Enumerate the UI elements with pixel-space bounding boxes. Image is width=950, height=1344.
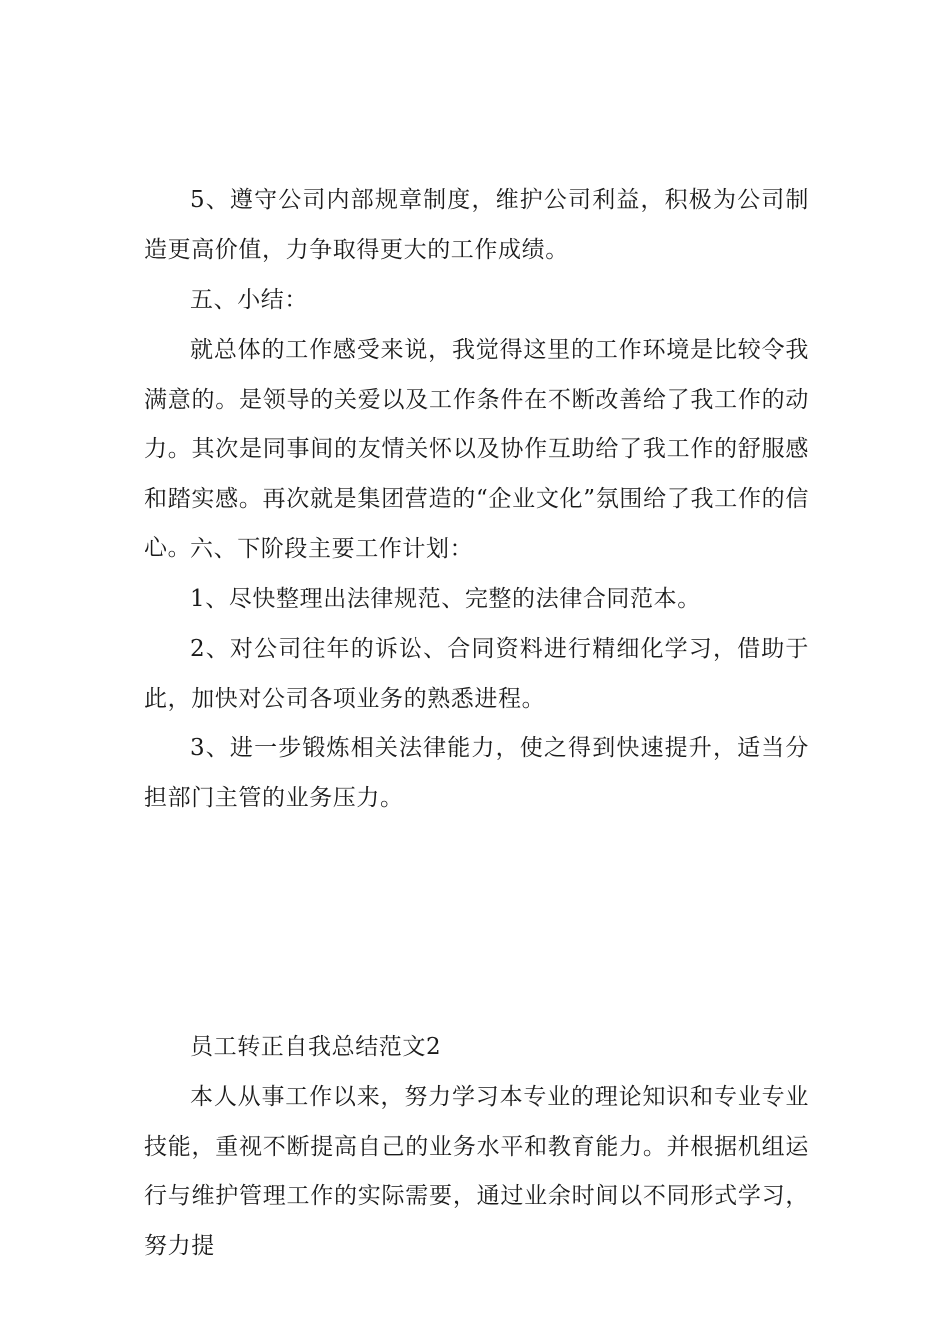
section-heading-summary: 五、小结： [190,287,308,313]
document-title-sample-2: 员工转正自我总结范文2 [190,1034,442,1060]
paragraph-plan-3: 3、进一步锻炼相关法律能力，使之得到快速提升，适当分担部门主管的业务压力。 [144,735,809,811]
paragraph-item-5: 5、遵守公司内部规章制度，维护公司利益，积极为公司制造更高价值，力争取得更大的工作成绩。 [144,187,809,263]
paragraph-plan-2: 2、对公司往年的诉讼、合同资料进行精细化学习，借助于此，加快对公司各项业务的熟悉进程。 [144,636,809,712]
paragraph-intro-sample-2: 本人从事工作以来，努力学习本专业的理论知识和专业专业技能，重视不断提高自己的业务水平和教育能力。并根据机组运行与维护管理工作的实际需要，通过业余时间以不同形式学习，努力提 [144,1084,809,1259]
paragraph-summary: 就总体的工作感受来说，我觉得这里的工作环境是比较令我满意的。是领导的关爱以及工作条件在不断改善给了我工作的动力。其次是同事间的友情关怀以及协作互助给了我工作的舒服感和踏实感。再次就是集团营造的“企业文化”氛围给了我工作的信心。 [144,337,809,561]
section-heading-next-plan: 六、下阶段主要工作计划： [190,536,474,562]
paragraph-plan-1: 1、尽快整理出法律规范、完整的法律合同范本。 [190,586,701,612]
